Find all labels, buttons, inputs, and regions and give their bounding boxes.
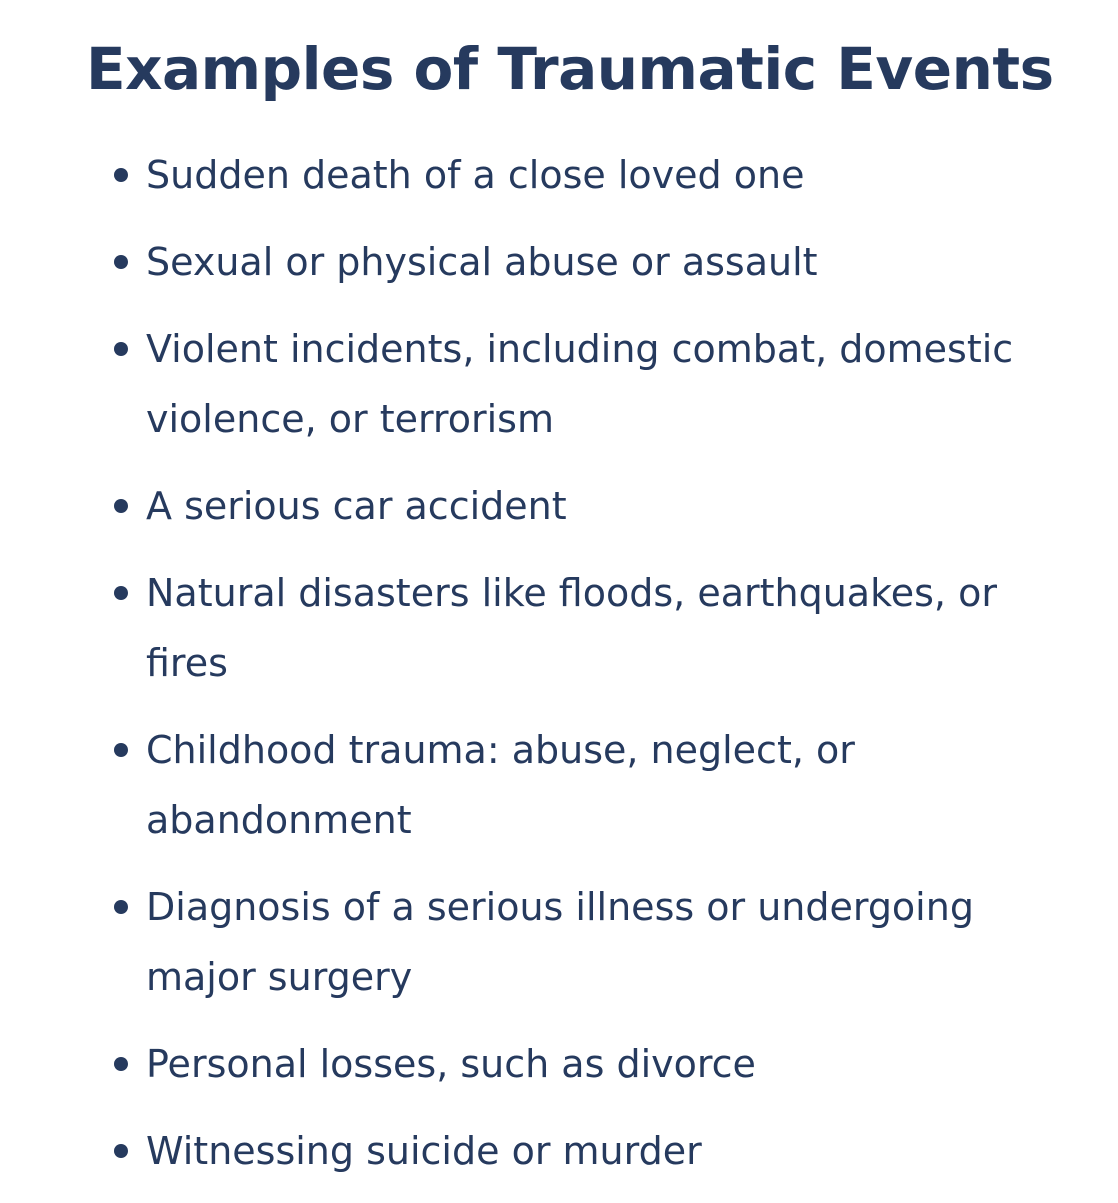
list-item	[146, 140, 1076, 210]
bullet-icon	[114, 168, 128, 182]
bullet-icon	[114, 743, 128, 757]
list-item	[146, 314, 1076, 454]
list-item-text: Diagnosis of a serious illness or undergoing major surgery	[146, 885, 974, 999]
bullet-icon	[114, 1057, 128, 1071]
bullet-icon	[114, 255, 128, 269]
list-item	[146, 471, 1076, 541]
bullet-icon	[114, 342, 128, 356]
list-item	[146, 1116, 1076, 1186]
page-title: Examples of Traumatic Events	[86, 35, 1054, 103]
list-item-text: Personal losses, such as divorce	[146, 1042, 756, 1086]
list-item-text: Violent incidents, including combat, domestic violence, or terrorism	[146, 327, 1014, 441]
list-item-text: Sudden death of a close loved one	[146, 153, 805, 197]
bullet-icon	[114, 499, 128, 513]
bullet-icon	[114, 586, 128, 600]
list-item	[146, 227, 1076, 297]
bullet-icon	[114, 1144, 128, 1158]
list-item	[146, 715, 1076, 855]
list-item-text: Natural disasters like floods, earthquakes, or fires	[146, 571, 997, 685]
list-item-text: A serious car accident	[146, 484, 567, 528]
traumatic-events-list	[146, 140, 1076, 1203]
list-item-text: Sexual or physical abuse or assault	[146, 240, 818, 284]
list-item-text: Witnessing suicide or murder	[146, 1129, 702, 1173]
list-item	[146, 1029, 1076, 1099]
list-item	[146, 558, 1076, 698]
list-item	[146, 872, 1076, 1012]
bullet-icon	[114, 900, 128, 914]
list-item-text: Childhood trauma: abuse, neglect, or abandonment	[146, 728, 855, 842]
